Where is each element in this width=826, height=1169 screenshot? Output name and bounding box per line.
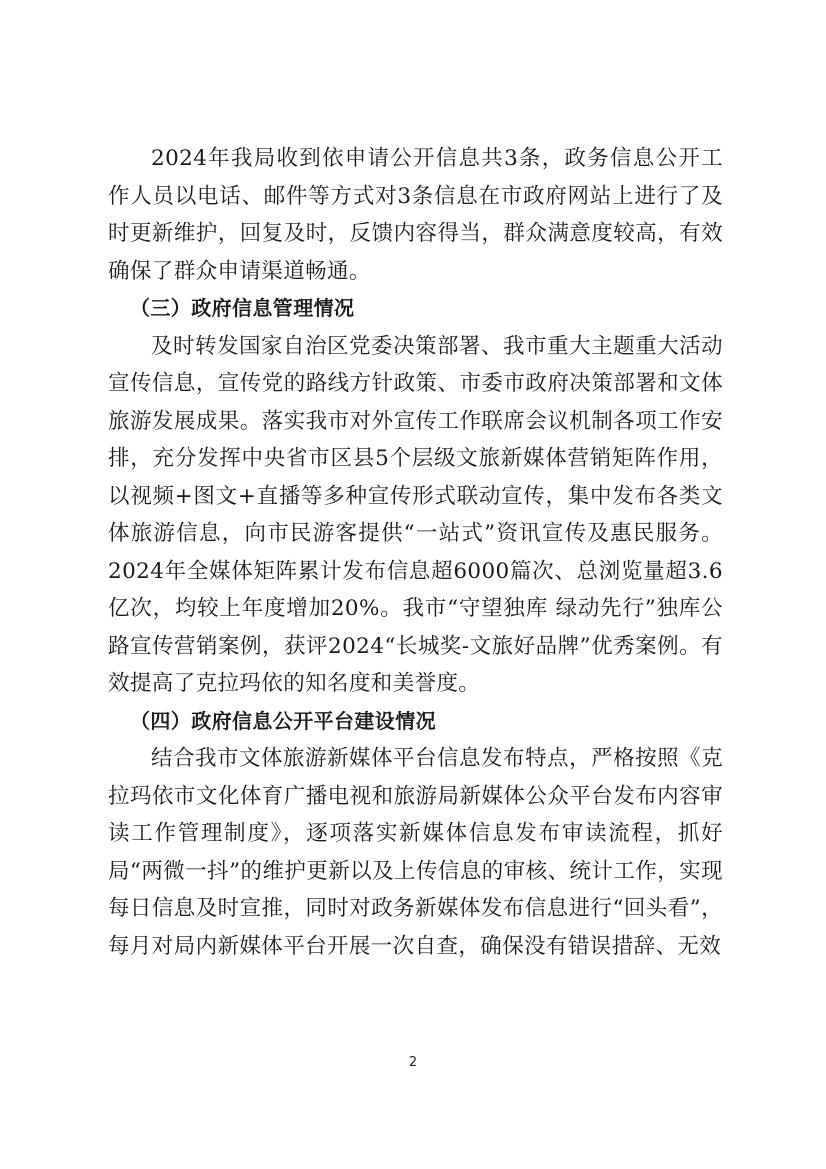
- paragraph-platform-construction: 结合我市文体旅游新媒体平台信息发布特点，严格按照《克拉玛依市文化体育广播电视和旅游局新媒体公众平台发布内容审读工作管理制度》，逐项落实新媒体信息发布审读流程，抓好局“两微一抖”的维护更新以及上传信息的审核、统计工作，实现每日信息及时宣推，同时对政务新媒体发布信息进行“回头看”，每月对局内新媒体平台开展一次自查，确保没有错误措辞、无效: [108, 746, 723, 959]
- section-heading-info-management: （三）政府信息管理情况: [130, 296, 355, 320]
- section-heading-platform-construction: （四）政府信息公开平台建设情况: [130, 708, 436, 733]
- page-number: 2: [408, 1055, 418, 1070]
- paragraph-request-disclosure: 2024年我局收到依申请公开信息共3条，政务信息公开工作人员以电话、邮件等方式对3条信息在市政府网站上进行了及时更新维护，回复及时，反馈内容得当，群众满意度较高，有效确保了群众申请渠道畅通。: [108, 146, 723, 284]
- paragraph-info-management: 及时转发国家自治区党委决策部署、我市重大主题重大活动宣传信息，宣传党的路线方针政策、市委市政府决策部署和文体旅游发展成果。落实我市对外宣传工作联席会议机制各项工作安排，充分发挥中央省市区县5个层级文旅新媒体营销矩阵作用，以视频+图文+直播等多种宣传形式联动宣传，集中发布各类文体旅游信息，向市民游客提供“一站式”资讯宣传及惠民服务。2024年全媒体矩阵累计发布信息超6000篇次、总浏览量超3.6亿次，均较上年度增加20%。我市“守望独库 绿动先行”独库公路宣传营销案例，获评2024“长城奖-文旅好品牌”优秀案例。有效提高了克拉玛依的知名度和美誉度。: [108, 333, 723, 696]
- document-body: [108, 140, 723, 965]
